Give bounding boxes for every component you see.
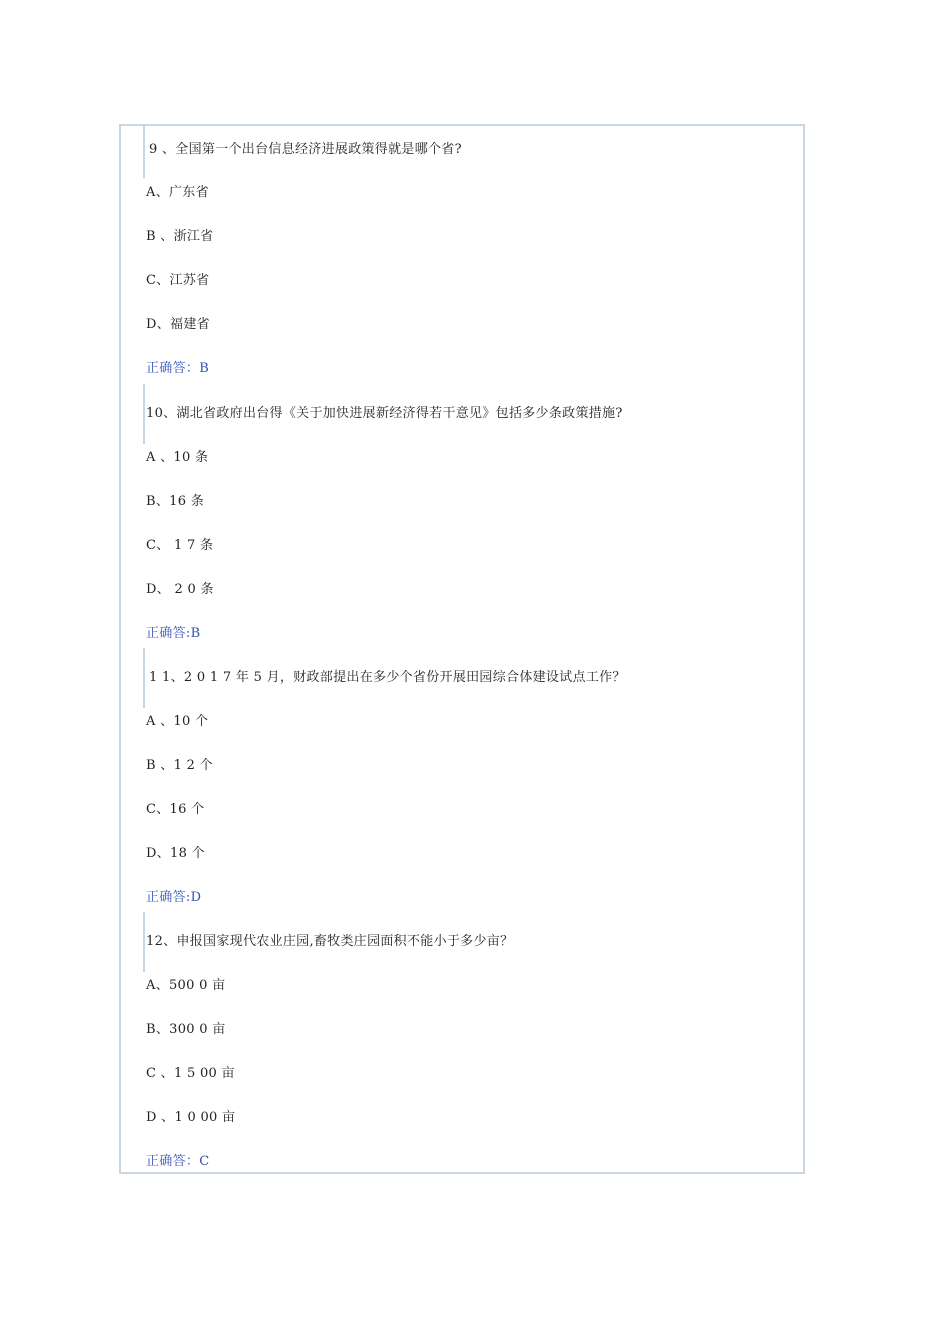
option-a: A、广东省: [146, 185, 209, 200]
question-text: 1 1、2 0 1 7 年 5 月，财政部提出在多少个省份开展田园综合体建设试点工作？: [149, 670, 626, 685]
correct-answer: 正确答:D: [146, 890, 202, 905]
option-c: C、16 个: [146, 802, 205, 817]
correct-answer: 正确答:B: [146, 626, 201, 641]
option-a: A 、10 个: [146, 714, 209, 729]
question-accent-bar: [143, 912, 145, 972]
question-text: 9 、全国第一个出台信息经济进展政策得就是哪个省?: [149, 142, 462, 157]
option-d: D、 2 0 条: [146, 582, 214, 597]
correct-answer: 正确答：B: [146, 361, 210, 376]
correct-answer: 正确答：C: [146, 1154, 210, 1169]
quiz-frame: [119, 124, 805, 1174]
question-accent-bar: [143, 384, 145, 444]
option-b: B 、浙江省: [146, 229, 214, 244]
option-d: D、福建省: [146, 317, 210, 332]
option-b: B、16 条: [146, 494, 205, 509]
question-text: 12、申报国家现代农业庄园,畜牧类庄园面积不能小于多少亩？: [146, 934, 514, 949]
option-b: B 、1 2 个: [146, 758, 213, 773]
option-a: A 、10 条: [146, 450, 209, 465]
option-d: D、18 个: [146, 846, 205, 861]
question-accent-bar: [143, 126, 145, 178]
option-a: A、500 0 亩: [146, 978, 226, 993]
option-c: C、 1 7 条: [146, 538, 214, 553]
question-text: 10、湖北省政府出台得《关于加快进展新经济得若干意见》包括多少条政策措施?: [146, 406, 623, 421]
option-d: D 、1 0 00 亩: [146, 1110, 236, 1125]
option-c: C、江苏省: [146, 273, 210, 288]
option-c: C 、1 5 00 亩: [146, 1066, 235, 1081]
option-b: B、300 0 亩: [146, 1022, 226, 1037]
question-accent-bar: [143, 648, 145, 708]
